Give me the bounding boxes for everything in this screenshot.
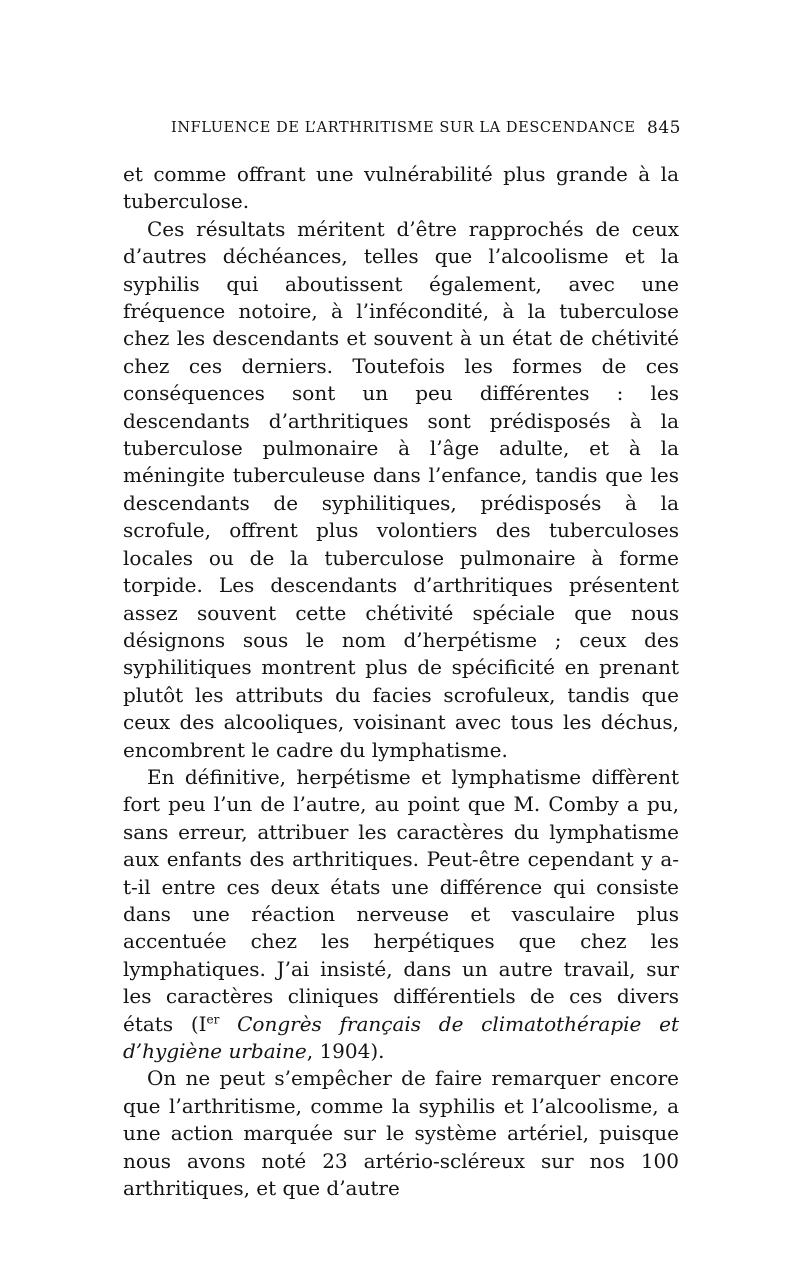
paragraph-text: , 1904). [306,1039,385,1063]
page-number: 845 [647,118,681,138]
body-text [123,161,679,1202]
superscript: er [206,1011,220,1026]
running-head [171,118,681,142]
italic-citation: Congrès français de climatothérapie et d’hygiène urbaine [123,1011,679,1063]
paragraph [123,764,679,1065]
paragraph-text: En définitive, herpétisme et lymphatisme diffèrent fort peu l’un de l’autre, au point que M. Comby a pu, sans erreur, attribuer les caractères du lymphatisme aux enfants des arthritiques. Peut-être cependant y a-t-il entre ces deux états une différence qui consiste dans une réaction nerveuse et vasculaire plus accentuée chez les herpétiques que chez les lymphatiques. J’ai insisté, dans un autre travail, sur les caractères cliniques différentiels de ces divers états (I [123,764,679,1036]
paragraph: On ne peut s’empêcher de faire remarquer encore que l’arthritisme, comme la syphilis et l’alcoolisme, a une action marquée sur le système artériel, puisque nous avons noté 23 artério-scléreux sur nos 100 arthritiques, et que d’autre [123,1066,679,1201]
paragraph-continuation: et comme offrant une vulnérabilité plus grande à la tuberculose. [123,162,679,214]
running-title: INFLUENCE DE L’ARTHRITISME SUR LA DESCENDANCE [171,120,636,136]
paragraph: Ces résultats méritent d’être rapprochés de ceux d’autres déchéances, telles que l’alcoolisme et la syphilis qui aboutissent également, avec une fréquence notoire, à l’infécondité, à la tuberculose chez les descendants et souvent à un état de chétivité chez ces derniers. Toutefois les formes de ces conséquences sont un peu différentes : les descendants d’arthritiques sont prédisposés à la tuberculose pulmonaire à l’âge adulte, et à la méningite tuberculeuse dans l’enfance, tandis que les descendants de syphilitiques, prédisposés à la scrofule, offrent plus volontiers des tuberculoses locales ou de la tuberculose pulmonaire à forme torpide. Les descendants d’arthritiques présentent assez souvent cette chétivité spéciale que nous désignons sous le nom d’herpétisme ; ceux des syphilitiques montrent plus de spécificité en prenant plutôt les attributs du facies scrofuleux, tandis que ceux des alcooliques, voisinant avec tous les déchus, encombrent le cadre du lymphatisme. [123,216,679,762]
